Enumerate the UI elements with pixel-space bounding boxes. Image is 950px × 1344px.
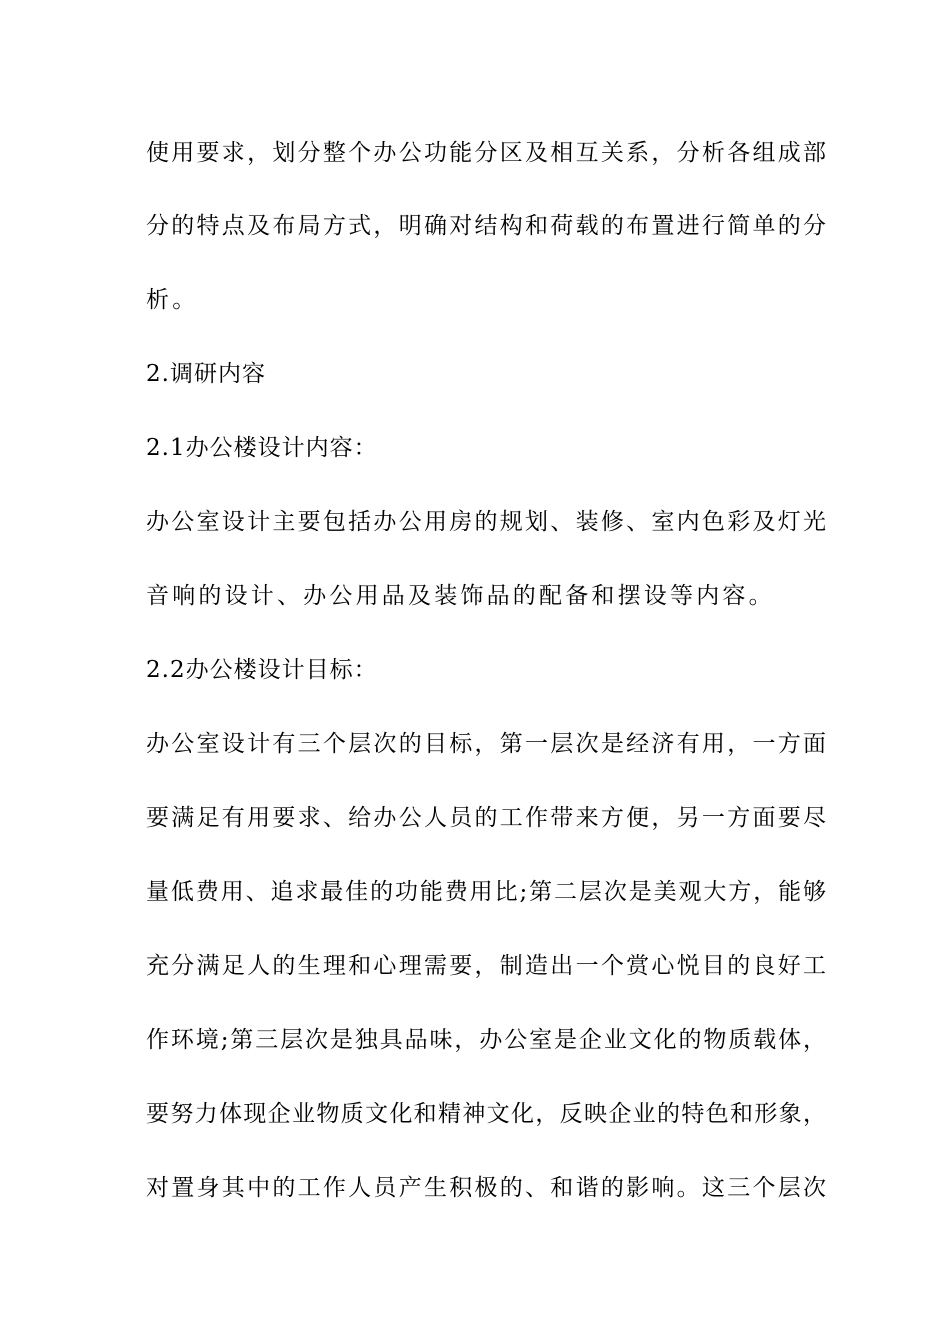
paragraph-line: 办公室设计主要包括办公用房的规划、装修、室内色彩及灯光 <box>146 509 826 535</box>
subsection-heading: 2.2办公楼设计目标： <box>146 657 378 683</box>
paragraph-line: 充分满足人的生理和心理需要，制造出一个赏心悦目的良好工 <box>146 953 826 979</box>
subsection-heading: 2.1办公楼设计内容： <box>146 435 378 461</box>
section-heading: 2.调研内容 <box>146 361 266 387</box>
paragraph-line: 量低费用、追求最佳的功能费用比;第二层次是美观大方，能够 <box>146 879 826 905</box>
paragraph-line: 分的特点及布局方式，明确对结构和荷载的布置进行简单的分 <box>146 213 826 239</box>
paragraph-line: 要努力体现企业物质文化和精神文化，反映企业的特色和形象， <box>146 1101 826 1127</box>
paragraph-line: 要满足有用要求、给办公人员的工作带来方便，另一方面要尽 <box>146 805 826 831</box>
paragraph-line: 使用要求，划分整个办公功能分区及相互关系，分析各组成部 <box>146 140 826 166</box>
paragraph-line: 音响的设计、办公用品及装饰品的配备和摆设等内容。 <box>146 583 775 609</box>
paragraph-line: 办公室设计有三个层次的目标，第一层次是经济有用，一方面 <box>146 731 826 757</box>
paragraph-line: 作环境;第三层次是独具品味，办公室是企业文化的物质载体， <box>146 1027 826 1053</box>
paragraph-line: 对置身其中的工作人员产生积极的、和谐的影响。这三个层次 <box>146 1175 826 1201</box>
paragraph-line: 析。 <box>146 287 199 313</box>
